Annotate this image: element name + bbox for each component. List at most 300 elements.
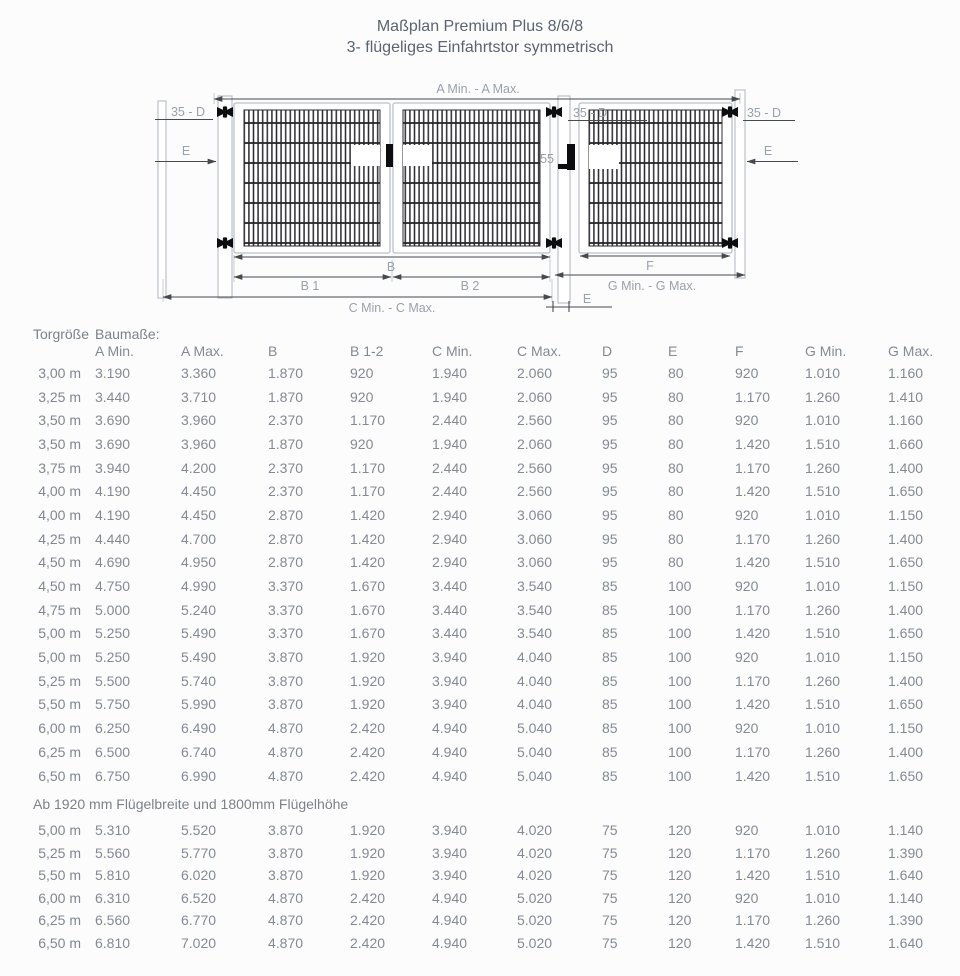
- cell-a-max-: 5.490: [181, 625, 217, 642]
- cell-c-max-: 4.040: [517, 649, 553, 666]
- cell-g-min-: 1.510: [805, 625, 841, 642]
- infill-panels: [244, 110, 722, 246]
- cell-b: 4.870: [268, 934, 304, 951]
- cell-b-1-2: 1.170: [350, 412, 386, 429]
- cell-a-max-: 6.020: [181, 867, 217, 884]
- cell-c-min-: 1.940: [432, 435, 468, 452]
- cell-e: 120: [668, 822, 692, 839]
- cell-g-max-: 1.150: [888, 649, 924, 666]
- cell-b-1-2: 1.170: [350, 483, 386, 500]
- cell-b: 4.870: [268, 767, 304, 784]
- gate-technical-drawing: [150, 76, 800, 326]
- cell-g-min-: 1.010: [805, 822, 841, 839]
- cell-c-max-: 3.060: [517, 554, 553, 571]
- table-row: [0, 432, 960, 456]
- cell-a-max-: 4.700: [181, 530, 217, 547]
- cell-a-max-: 6.520: [181, 889, 217, 906]
- col-header-g-min-: G Min.: [805, 343, 847, 359]
- dim-b2-label: B 2: [460, 279, 480, 293]
- cell-b-1-2: 2.420: [350, 720, 386, 737]
- dim-35d-mid-label: 35 - D: [572, 106, 608, 120]
- dim-e-right-label: E: [763, 144, 773, 158]
- cell-torgroesse: 3,75 m: [38, 459, 81, 476]
- cell-a-max-: 4.950: [181, 554, 217, 571]
- cell-c-min-: 1.940: [432, 364, 468, 381]
- cell-b: 3.370: [268, 625, 304, 642]
- col-header-b: B: [268, 343, 278, 359]
- cell-g-min-: 1.260: [805, 388, 841, 405]
- cell-g-max-: 1.650: [888, 767, 924, 784]
- cell-g-max-: 1.150: [888, 506, 924, 523]
- table-row: [0, 764, 960, 788]
- cell-g-min-: 1.260: [805, 530, 841, 547]
- table-row: [0, 645, 960, 669]
- cell-torgroesse: 6,00 m: [38, 889, 81, 906]
- cell-a-max-: 7.020: [181, 934, 217, 951]
- col-header-c-max-: C Max.: [517, 343, 562, 359]
- cell-b-1-2: 1.920: [350, 672, 386, 689]
- cell-a-max-: 3.960: [181, 435, 217, 452]
- cell-a-min-: 3.940: [95, 459, 131, 476]
- dim-b1-label: B 1: [300, 279, 320, 293]
- cell-e: 80: [668, 364, 684, 381]
- cell-d: 95: [602, 435, 618, 452]
- cell-d: 85: [602, 696, 618, 713]
- cell-a-max-: 5.520: [181, 822, 217, 839]
- cell-torgroesse: 3,50 m: [38, 435, 81, 452]
- cell-d: 95: [602, 364, 618, 381]
- cell-a-max-: 6.990: [181, 767, 217, 784]
- cell-a-min-: 4.190: [95, 506, 131, 523]
- cell-g-max-: 1.150: [888, 720, 924, 737]
- cell-a-max-: 5.770: [181, 844, 217, 861]
- cell-a-max-: 3.710: [181, 388, 217, 405]
- cell-e: 80: [668, 483, 684, 500]
- cell-c-min-: 4.940: [432, 889, 468, 906]
- table-row: [0, 574, 960, 598]
- cell-a-min-: 6.560: [95, 912, 131, 929]
- cell-torgroesse: 5,50 m: [38, 696, 81, 713]
- cell-e: 120: [668, 867, 692, 884]
- cell-c-max-: 3.060: [517, 530, 553, 547]
- cell-g-min-: 1.260: [805, 743, 841, 760]
- cell-d: 95: [602, 530, 618, 547]
- cell-c-min-: 3.940: [432, 649, 468, 666]
- cell-f: 1.420: [735, 867, 771, 884]
- dimension-table-section1: [0, 361, 960, 787]
- cell-g-max-: 1.650: [888, 483, 924, 500]
- cell-a-min-: 4.440: [95, 530, 131, 547]
- cell-a-min-: 3.440: [95, 388, 131, 405]
- cell-a-min-: 6.250: [95, 720, 131, 737]
- cell-g-max-: 1.650: [888, 625, 924, 642]
- cell-f: 1.170: [735, 601, 771, 618]
- cell-d: 75: [602, 912, 618, 929]
- col-header-b-1-2: B 1-2: [350, 343, 384, 359]
- cell-g-max-: 1.400: [888, 459, 924, 476]
- cell-b-1-2: 1.420: [350, 530, 386, 547]
- table-header-row2: [0, 343, 960, 359]
- cell-b-1-2: 1.420: [350, 506, 386, 523]
- left-wall: [158, 101, 166, 298]
- cell-c-max-: 5.040: [517, 720, 553, 737]
- title-line1: Maßplan Premium Plus 8/6/8: [376, 18, 584, 35]
- cell-g-max-: 1.650: [888, 554, 924, 571]
- cell-c-max-: 4.020: [517, 844, 553, 861]
- cell-g-max-: 1.410: [888, 388, 924, 405]
- cell-b: 3.870: [268, 672, 304, 689]
- cell-g-min-: 1.010: [805, 412, 841, 429]
- col-header-a-max-: A Max.: [181, 343, 224, 359]
- cell-torgroesse: 6,50 m: [38, 934, 81, 951]
- cell-f: 1.170: [735, 743, 771, 760]
- cell-g-max-: 1.640: [888, 934, 924, 951]
- cell-d: 95: [602, 554, 618, 571]
- cell-f: 920: [735, 364, 759, 381]
- cell-a-min-: 6.500: [95, 743, 131, 760]
- cell-a-min-: 5.250: [95, 625, 131, 642]
- cell-d: 75: [602, 889, 618, 906]
- cell-e: 100: [668, 696, 692, 713]
- cell-e: 100: [668, 672, 692, 689]
- cell-f: 920: [735, 720, 759, 737]
- cell-a-min-: 3.190: [95, 364, 131, 381]
- cell-b: 2.370: [268, 412, 304, 429]
- cell-b: 3.870: [268, 822, 304, 839]
- cell-g-max-: 1.160: [888, 364, 924, 381]
- cell-g-min-: 1.260: [805, 844, 841, 861]
- cell-c-min-: 2.940: [432, 554, 468, 571]
- cell-a-max-: 3.360: [181, 364, 217, 381]
- table-row: [0, 819, 960, 842]
- cell-a-max-: 6.490: [181, 720, 217, 737]
- cell-d: 75: [602, 867, 618, 884]
- cell-g-max-: 1.150: [888, 578, 924, 595]
- cell-f: 1.420: [735, 625, 771, 642]
- table-row: [0, 887, 960, 910]
- cell-g-max-: 1.640: [888, 867, 924, 884]
- dim-35d-right-label: 35 - D: [746, 106, 782, 120]
- cell-g-max-: 1.660: [888, 435, 924, 452]
- table-row: [0, 716, 960, 740]
- cell-torgroesse: 6,25 m: [38, 912, 81, 929]
- cell-c-min-: 2.440: [432, 483, 468, 500]
- cell-a-max-: 5.240: [181, 601, 217, 618]
- center-latch: [386, 144, 393, 167]
- cell-a-min-: 4.690: [95, 554, 131, 571]
- cell-e: 100: [668, 649, 692, 666]
- cell-f: 1.170: [735, 459, 771, 476]
- cell-f: 1.170: [735, 672, 771, 689]
- cell-g-min-: 1.510: [805, 867, 841, 884]
- cell-b-1-2: 1.670: [350, 625, 386, 642]
- cell-c-max-: 3.540: [517, 625, 553, 642]
- cell-b-1-2: 1.920: [350, 696, 386, 713]
- cell-b: 3.870: [268, 844, 304, 861]
- table-row: [0, 842, 960, 865]
- cell-a-min-: 6.750: [95, 767, 131, 784]
- cell-c-max-: 2.060: [517, 435, 553, 452]
- cell-a-max-: 4.450: [181, 506, 217, 523]
- cell-c-max-: 2.060: [517, 364, 553, 381]
- table-row: [0, 361, 960, 385]
- group-header-baumasse: Baumaße:: [95, 326, 160, 342]
- cell-torgroesse: 5,25 m: [38, 844, 81, 861]
- col-header-d: D: [602, 343, 613, 359]
- cell-a-min-: 5.310: [95, 822, 131, 839]
- cell-e: 120: [668, 912, 692, 929]
- cell-d: 85: [602, 767, 618, 784]
- cell-e: 80: [668, 388, 684, 405]
- cell-c-max-: 3.540: [517, 578, 553, 595]
- cell-torgroesse: 4,25 m: [38, 530, 81, 547]
- table-row: [0, 385, 960, 409]
- cell-c-min-: 4.940: [432, 767, 468, 784]
- cell-g-min-: 1.260: [805, 672, 841, 689]
- table-row: [0, 503, 960, 527]
- cell-torgroesse: 5,50 m: [38, 867, 81, 884]
- cell-b-1-2: 1.670: [350, 578, 386, 595]
- table-row: [0, 551, 960, 575]
- cell-c-min-: 1.940: [432, 388, 468, 405]
- cell-a-max-: 5.490: [181, 649, 217, 666]
- cell-torgroesse: 6,00 m: [38, 720, 81, 737]
- cell-g-max-: 1.400: [888, 743, 924, 760]
- cell-c-min-: 2.440: [432, 412, 468, 429]
- cell-torgroesse: 4,50 m: [38, 578, 81, 595]
- cell-g-min-: 1.260: [805, 459, 841, 476]
- cell-b-1-2: 1.920: [350, 822, 386, 839]
- cell-torgroesse: 4,75 m: [38, 601, 81, 618]
- cell-d: 75: [602, 822, 618, 839]
- cell-g-max-: 1.140: [888, 889, 924, 906]
- dim-c-label: C Min. - C Max.: [348, 301, 436, 315]
- cell-d: 95: [602, 412, 618, 429]
- cell-b: 3.870: [268, 696, 304, 713]
- cell-e: 100: [668, 578, 692, 595]
- table-section-note: Ab 1920 mm Flügelbreite und 1800mm Flügelhöhe: [33, 796, 349, 812]
- table-row: [0, 932, 960, 955]
- cell-e: 80: [668, 530, 684, 547]
- lock-notch-wing1: [351, 145, 380, 166]
- cell-g-min-: 1.260: [805, 601, 841, 618]
- cell-b: 4.870: [268, 889, 304, 906]
- cell-d: 85: [602, 601, 618, 618]
- cell-d: 75: [602, 844, 618, 861]
- dim-a-label: A Min. - A Max.: [436, 82, 520, 96]
- cell-g-max-: 1.400: [888, 530, 924, 547]
- cell-a-min-: 6.310: [95, 889, 131, 906]
- wing3-latch-foot: [558, 164, 568, 169]
- col-header-c-min-: C Min.: [432, 343, 473, 359]
- dim-e-bottom-label: E: [582, 292, 592, 306]
- cell-g-min-: 1.010: [805, 720, 841, 737]
- cell-a-min-: 4.750: [95, 578, 131, 595]
- cell-a-min-: 6.810: [95, 934, 131, 951]
- cell-e: 100: [668, 767, 692, 784]
- cell-g-min-: 1.510: [805, 435, 841, 452]
- cell-b-1-2: 1.670: [350, 601, 386, 618]
- middle-post: [558, 96, 570, 303]
- table-row: [0, 669, 960, 693]
- cell-c-max-: 5.020: [517, 889, 553, 906]
- wing3-latch: [567, 144, 575, 170]
- cell-c-max-: 2.560: [517, 483, 553, 500]
- cell-b: 1.870: [268, 364, 304, 381]
- cell-a-min-: 5.500: [95, 672, 131, 689]
- cell-a-max-: 4.450: [181, 483, 217, 500]
- cell-b: 3.370: [268, 578, 304, 595]
- cell-c-min-: 4.940: [432, 720, 468, 737]
- cell-a-max-: 3.960: [181, 412, 217, 429]
- cell-e: 80: [668, 554, 684, 571]
- cell-g-min-: 1.510: [805, 483, 841, 500]
- cell-f: 920: [735, 649, 759, 666]
- cell-c-max-: 5.020: [517, 912, 553, 929]
- table-row: [0, 527, 960, 551]
- cell-c-max-: 4.020: [517, 822, 553, 839]
- cell-c-min-: 3.440: [432, 578, 468, 595]
- cell-c-max-: 2.060: [517, 388, 553, 405]
- table-row: [0, 622, 960, 646]
- cell-e: 80: [668, 506, 684, 523]
- cell-f: 1.420: [735, 767, 771, 784]
- cell-b-1-2: 1.920: [350, 649, 386, 666]
- cell-b: 1.870: [268, 435, 304, 452]
- cell-b: 2.870: [268, 554, 304, 571]
- cell-b: 1.870: [268, 388, 304, 405]
- cell-e: 100: [668, 720, 692, 737]
- col-header-g-max-: G Max.: [888, 343, 934, 359]
- cell-a-min-: 5.750: [95, 696, 131, 713]
- cell-a-min-: 3.690: [95, 412, 131, 429]
- cell-d: 95: [602, 459, 618, 476]
- lock-notch-wing3: [589, 145, 619, 169]
- cell-torgroesse: 3,25 m: [38, 388, 81, 405]
- cell-torgroesse: 6,50 m: [38, 767, 81, 784]
- cell-b: 2.870: [268, 530, 304, 547]
- cell-c-max-: 4.040: [517, 672, 553, 689]
- cell-g-min-: 1.510: [805, 934, 841, 951]
- dim-b-label: B: [386, 260, 396, 274]
- cell-c-min-: 3.940: [432, 867, 468, 884]
- cell-c-max-: 2.560: [517, 412, 553, 429]
- dim-35d-left-label: 35 - D: [170, 105, 206, 119]
- cell-c-min-: 2.940: [432, 506, 468, 523]
- cell-b-1-2: 2.420: [350, 743, 386, 760]
- cell-f: 1.420: [735, 435, 771, 452]
- cell-c-min-: 2.440: [432, 459, 468, 476]
- cell-torgroesse: 4,00 m: [38, 506, 81, 523]
- cell-a-max-: 4.200: [181, 459, 217, 476]
- cell-e: 100: [668, 625, 692, 642]
- cell-f: 920: [735, 412, 759, 429]
- cell-c-min-: 3.940: [432, 822, 468, 839]
- cell-f: 1.170: [735, 388, 771, 405]
- cell-b-1-2: 2.420: [350, 767, 386, 784]
- cell-d: 85: [602, 672, 618, 689]
- cell-b-1-2: 920: [350, 435, 374, 452]
- cell-d: 75: [602, 934, 618, 951]
- cell-c-min-: 3.940: [432, 672, 468, 689]
- dim-g-label: G Min. - G Max.: [607, 279, 697, 293]
- cell-a-min-: 3.690: [95, 435, 131, 452]
- dim-e-left-label: E: [181, 144, 191, 158]
- table-row: [0, 909, 960, 932]
- cell-c-min-: 3.940: [432, 844, 468, 861]
- cell-g-max-: 1.400: [888, 672, 924, 689]
- cell-a-min-: 5.250: [95, 649, 131, 666]
- cell-a-min-: 4.190: [95, 483, 131, 500]
- cell-e: 120: [668, 934, 692, 951]
- cell-b: 2.870: [268, 506, 304, 523]
- cell-c-max-: 4.040: [517, 696, 553, 713]
- dim-55-label: 55: [540, 152, 554, 166]
- cell-f: 1.170: [735, 912, 771, 929]
- col-header-empty: [0, 343, 95, 359]
- cell-g-min-: 1.510: [805, 554, 841, 571]
- table-header-row1: [0, 326, 960, 342]
- cell-f: 1.420: [735, 696, 771, 713]
- cell-g-max-: 1.650: [888, 696, 924, 713]
- cell-b-1-2: 920: [350, 388, 374, 405]
- cell-e: 120: [668, 889, 692, 906]
- cell-b: 3.870: [268, 867, 304, 884]
- cell-g-min-: 1.010: [805, 578, 841, 595]
- cell-b: 2.370: [268, 483, 304, 500]
- cell-c-max-: 5.020: [517, 934, 553, 951]
- col-header-e: E: [668, 343, 678, 359]
- cell-c-max-: 5.040: [517, 743, 553, 760]
- cell-g-max-: 1.400: [888, 601, 924, 618]
- right-post: [735, 90, 745, 278]
- table-row: [0, 740, 960, 764]
- cell-c-min-: 2.940: [432, 530, 468, 547]
- cell-e: 100: [668, 601, 692, 618]
- col-header-a-min-: A Min.: [95, 343, 134, 359]
- cell-c-min-: 4.940: [432, 743, 468, 760]
- cell-f: 1.420: [735, 554, 771, 571]
- cell-c-min-: 3.440: [432, 601, 468, 618]
- cell-b: 3.370: [268, 601, 304, 618]
- cell-d: 85: [602, 743, 618, 760]
- cell-g-min-: 1.260: [805, 912, 841, 929]
- cell-a-min-: 5.560: [95, 844, 131, 861]
- cell-torgroesse: 5,25 m: [38, 672, 81, 689]
- cell-e: 120: [668, 844, 692, 861]
- page-title: [0, 16, 960, 58]
- col-header-torgroesse: Torgröße: [33, 326, 90, 342]
- cell-torgroesse: 4,50 m: [38, 554, 81, 571]
- cell-e: 100: [668, 743, 692, 760]
- cell-b: 2.370: [268, 459, 304, 476]
- left-post: [218, 96, 232, 298]
- cell-b-1-2: 1.920: [350, 867, 386, 884]
- cell-d: 85: [602, 649, 618, 666]
- cell-b-1-2: 2.420: [350, 912, 386, 929]
- cell-torgroesse: 3,00 m: [38, 364, 81, 381]
- cell-c-min-: 4.940: [432, 934, 468, 951]
- cell-b: 4.870: [268, 912, 304, 929]
- cell-d: 85: [602, 578, 618, 595]
- table-row: [0, 456, 960, 480]
- cell-g-max-: 1.140: [888, 822, 924, 839]
- table-row: [0, 408, 960, 432]
- lock-notch-wing2: [403, 145, 432, 166]
- cell-b: 3.870: [268, 649, 304, 666]
- cell-f: 1.170: [735, 530, 771, 547]
- cell-a-min-: 5.810: [95, 867, 131, 884]
